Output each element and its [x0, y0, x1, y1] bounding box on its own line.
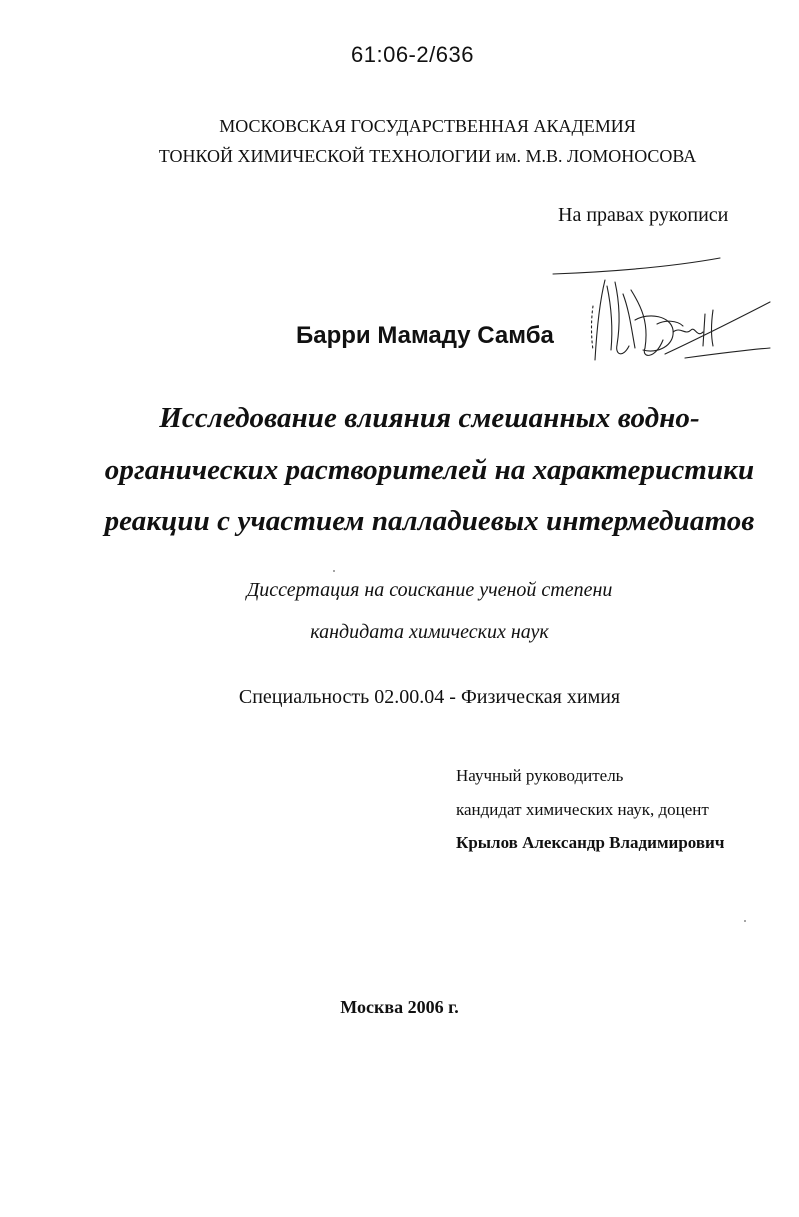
- thesis-title-line-1: Исследование влияния смешанных водно-: [159, 402, 700, 434]
- degree-line-1: Диссертация на соискание ученой степени: [246, 579, 613, 601]
- thesis-title-line-2: органических растворителей на характеристики: [104, 454, 755, 486]
- manuscript-note: На правах рукописи: [558, 204, 729, 226]
- advisor-name: Крылов Александр Владимирович: [456, 833, 725, 852]
- handwritten-signature: [545, 250, 775, 380]
- scan-speck: [744, 920, 746, 922]
- specialty-line: Специальность 02.00.04 - Физическая химия: [238, 686, 621, 708]
- advisor-degree: кандидат химических наук, доцент: [456, 800, 709, 819]
- thesis-title-line-3: реакции с участием палладиевых интермедиатов: [104, 505, 755, 537]
- advisor-role: Научный руководитель: [456, 766, 624, 785]
- author-name: Барри Мамаду Самба: [296, 322, 554, 349]
- degree-line-2: кандидата химических наук: [310, 621, 549, 643]
- scan-speck: [333, 570, 335, 572]
- city-year: Москва 2006 г.: [340, 997, 459, 1017]
- archive-number: 61:06-2/636: [351, 42, 474, 67]
- organization-line-2: ТОНКОЙ ХИМИЧЕСКОЙ ТЕХНОЛОГИИ им. М.В. ЛОМОНОСОВА: [158, 146, 697, 166]
- organization-line-1: МОСКОВСКАЯ ГОСУДАРСТВЕННАЯ АКАДЕМИЯ: [219, 116, 636, 136]
